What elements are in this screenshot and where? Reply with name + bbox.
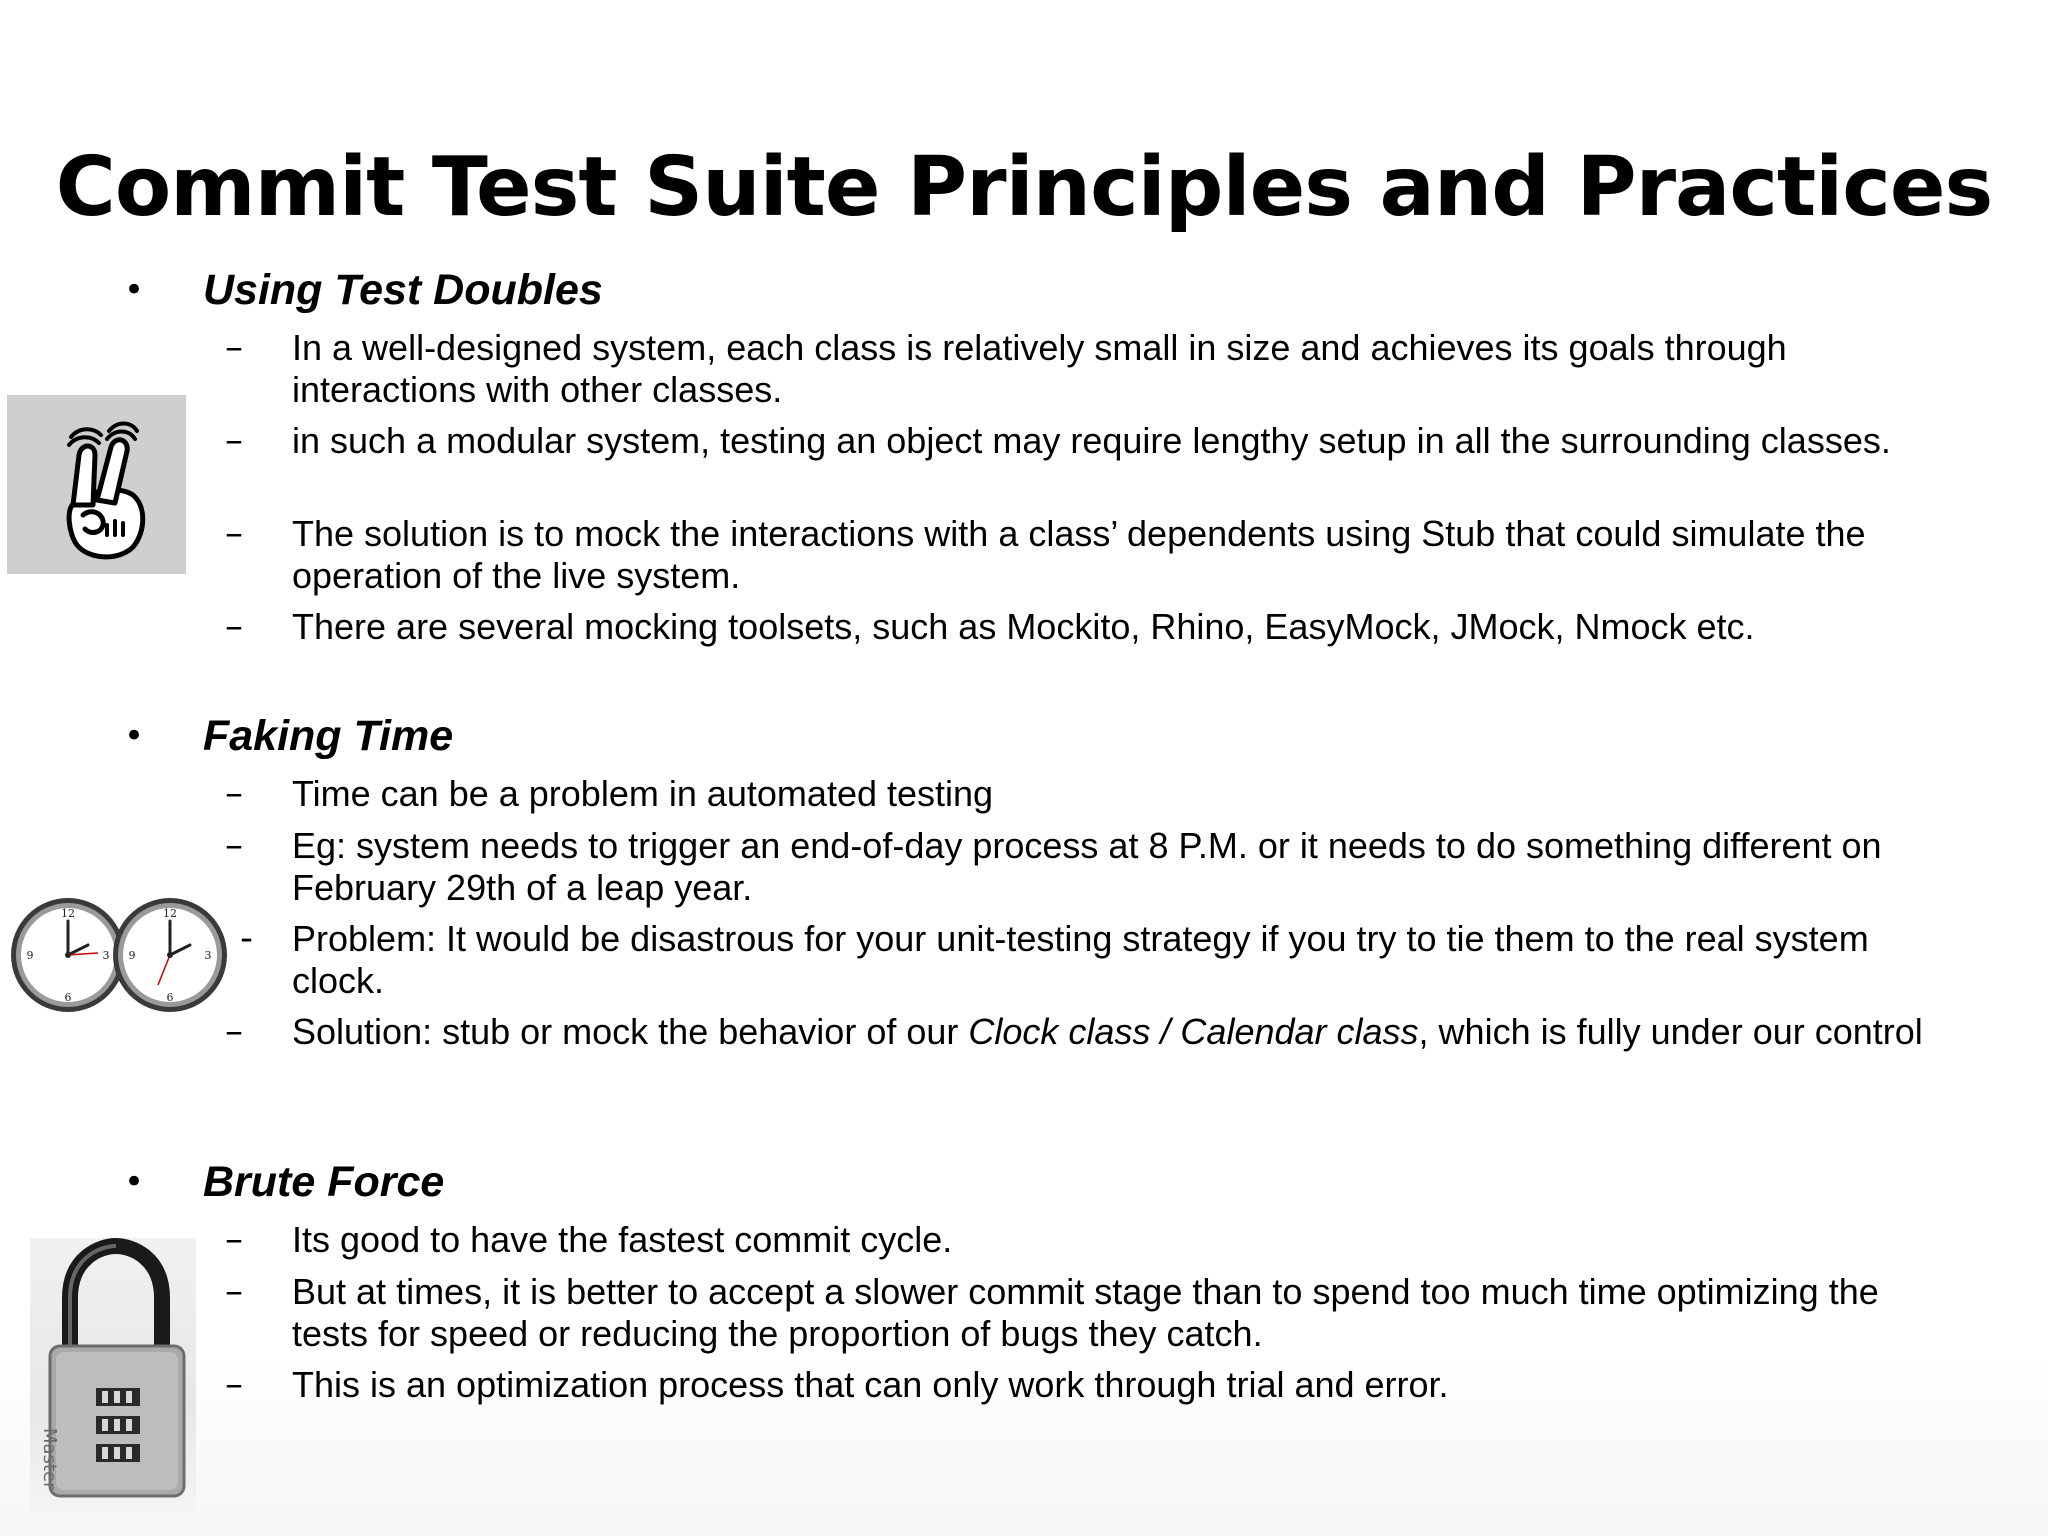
list-item: The solution is to mock the interactions with a class’ dependents using Stub that could simulate the operation of the live system. — [292, 513, 1866, 596]
svg-text:3: 3 — [204, 949, 212, 962]
list-item: But at times, it is better to accept a slower commit stage than to spend too much time optimizing the tests for speed or reducing the proportion of bugs they catch. — [292, 1271, 1879, 1354]
dash-marker: – — [225, 420, 243, 461]
section-heading-test-doubles: Using Test Doubles — [203, 266, 603, 314]
svg-text:9: 9 — [26, 949, 34, 962]
dash-marker: – — [225, 513, 243, 554]
item-text: Solution: stub or mock the behavior of our — [292, 1011, 969, 1052]
dash-marker: – — [225, 1364, 243, 1405]
dash-marker: – — [225, 1271, 243, 1312]
dash-marker: – — [225, 606, 243, 647]
dash-marker: – — [225, 773, 243, 814]
list-item: Eg: system needs to trigger an end-of-day process at 8 P.M. or it needs to do something different on February 29th of a leap year. — [292, 825, 1882, 908]
list-item: In a well-designed system, each class is relatively small in size and achieves its goals through interactions with other classes. — [292, 327, 1787, 410]
item-italic-text: Clock class / Calendar class — [968, 1011, 1419, 1052]
bullet: • — [124, 270, 145, 310]
dash-marker: - — [240, 918, 253, 959]
bullet: • — [124, 1162, 145, 1202]
list-item: There are several mocking toolsets, such as Mockito, Rhino, EasyMock, JMock, Nmock etc. — [292, 606, 1755, 647]
dash-marker: – — [225, 1219, 243, 1260]
item-text: , which is fully under our control — [1418, 1011, 1923, 1052]
bullet: • — [124, 716, 145, 756]
svg-text:12: 12 — [61, 907, 75, 920]
list-item — [292, 1011, 1952, 1053]
svg-text:3: 3 — [102, 949, 110, 962]
svg-text:6: 6 — [64, 991, 72, 1004]
svg-text:6: 6 — [166, 991, 174, 1004]
list-item: Time can be a problem in automated testing — [292, 773, 994, 814]
combination-padlock-icon — [30, 1238, 196, 1514]
list-item: in such a modular system, testing an object may require lengthy setup in all the surrounding classes. — [292, 420, 1891, 461]
list-item: This is an optimization process that can only work through trial and error. — [292, 1364, 1449, 1405]
slide-title: Commit Test Suite Principles and Practices — [55, 140, 1993, 235]
list-item: Its good to have the fastest commit cycle. — [292, 1219, 953, 1260]
crossed-fingers-icon — [7, 395, 186, 574]
twin-clocks-icon — [8, 895, 230, 1015]
dash-marker: – — [225, 327, 243, 368]
dash-marker: – — [225, 1011, 243, 1052]
svg-text:9: 9 — [128, 949, 136, 962]
list-item: Problem: It would be disastrous for your unit-testing strategy if you try to tie them to the real system clock. — [292, 918, 1869, 1001]
svg-text:12: 12 — [163, 907, 177, 920]
section-heading-brute-force: Brute Force — [203, 1158, 445, 1206]
lock-brand: Master — [39, 1428, 60, 1490]
section-heading-faking-time: Faking Time — [203, 712, 454, 760]
dash-marker: – — [225, 825, 243, 866]
